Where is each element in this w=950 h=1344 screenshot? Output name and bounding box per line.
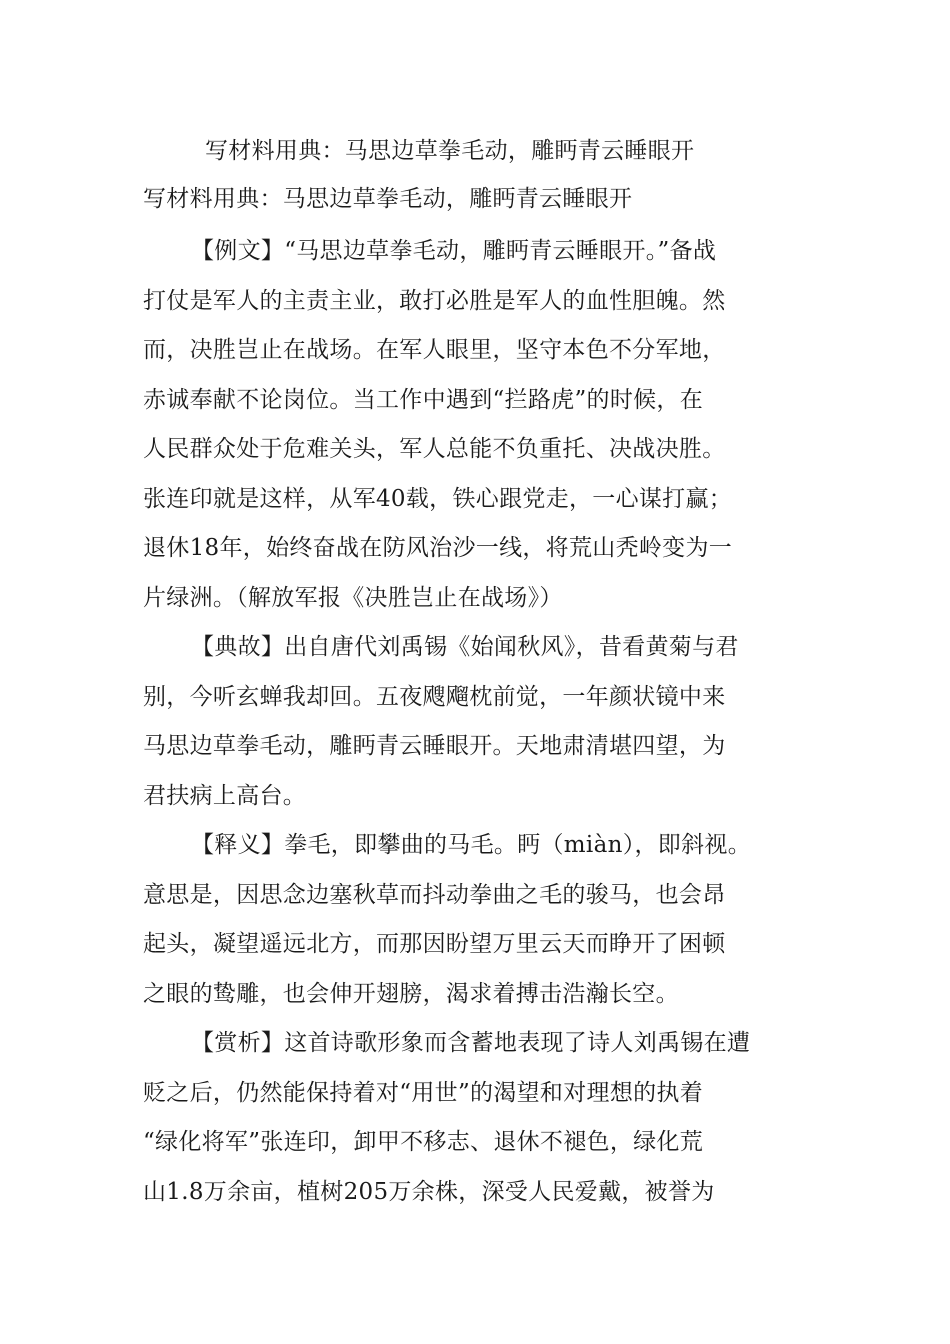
text-line: 贬之后，仍然能保持着对“用世”的渴望和对理想的执着 [143, 1079, 704, 1106]
text-line: 【典故】出自唐代刘禹锡《始闻秋风》，昔看黄菊与君 [191, 634, 739, 660]
text-line: 山1.8万余亩，植树205万余株，深受人民爱戴，被誉为 [143, 1178, 715, 1205]
text-line: 片绿洲。（解放军报《决胜岂止在战场》） [143, 584, 563, 611]
paragraph-meaning [143, 826, 843, 1024]
paragraph-allusion [143, 628, 843, 826]
text-line: 别，今听玄蝉我却回。五夜飕飗枕前觉，一年颜状镜中来 [143, 683, 726, 710]
paragraph-example [143, 232, 843, 628]
text-line: 马思边草拳毛动，雕眄青云睡眼开。天地肃清堪四望，为 [143, 733, 726, 759]
document-subtitle: 写材料用典：马思边草拳毛动，雕眄青云睡眼开 [143, 186, 633, 212]
text-line: 而，决胜岂止在战场。在军人眼里，坚守本色不分军地， [143, 337, 726, 363]
text-line: 退休18年，始终奋战在防风治沙一线，将荒山秃岭变为一 [143, 535, 733, 561]
text-line: 打仗是军人的主责主业，敢打必胜是军人的血性胆魄。然 [143, 287, 726, 314]
paragraph-appreciation [143, 1024, 843, 1222]
text-line: 起头，凝望遥远北方，而那因盼望万里云天而睁开了困顿 [143, 931, 726, 957]
document-title: 写材料用典：马思边草拳毛动，雕眄青云睡眼开 [205, 138, 695, 164]
text-line: 人民群众处于危难关头，军人总能不负重托、决战决胜。 [143, 436, 726, 462]
document-body [143, 232, 843, 1222]
text-line: 君扶病上高台。 [143, 782, 307, 809]
text-line: 赤诚奉献不论岗位。当工作中遇到“拦路虎”的时候，在 [143, 386, 704, 413]
text-line: 之眼的鸷雕，也会伸开翅膀，渴求着搏击浩瀚长空。 [143, 980, 679, 1007]
text-line: “绿化将军”张连印，卸甲不移志、退休不褪色，绿化荒 [143, 1129, 704, 1155]
text-line: 【例文】“马思边草拳毛动，雕眄青云睡眼开。”备战 [191, 238, 717, 264]
text-line: 【释义】拳毛，即攀曲的马毛。眄（miàn），即斜视。 [191, 832, 751, 858]
text-line: 意思是，因思念边塞秋草而抖动拳曲之毛的骏马，也会昂 [143, 881, 726, 908]
text-line: 【赏析】这首诗歌形象而含蓄地表现了诗人刘禹锡在遭 [191, 1030, 751, 1056]
text-line: 张连印就是这样，从军40载，铁心跟党走，一心谋打赢； [143, 485, 733, 512]
